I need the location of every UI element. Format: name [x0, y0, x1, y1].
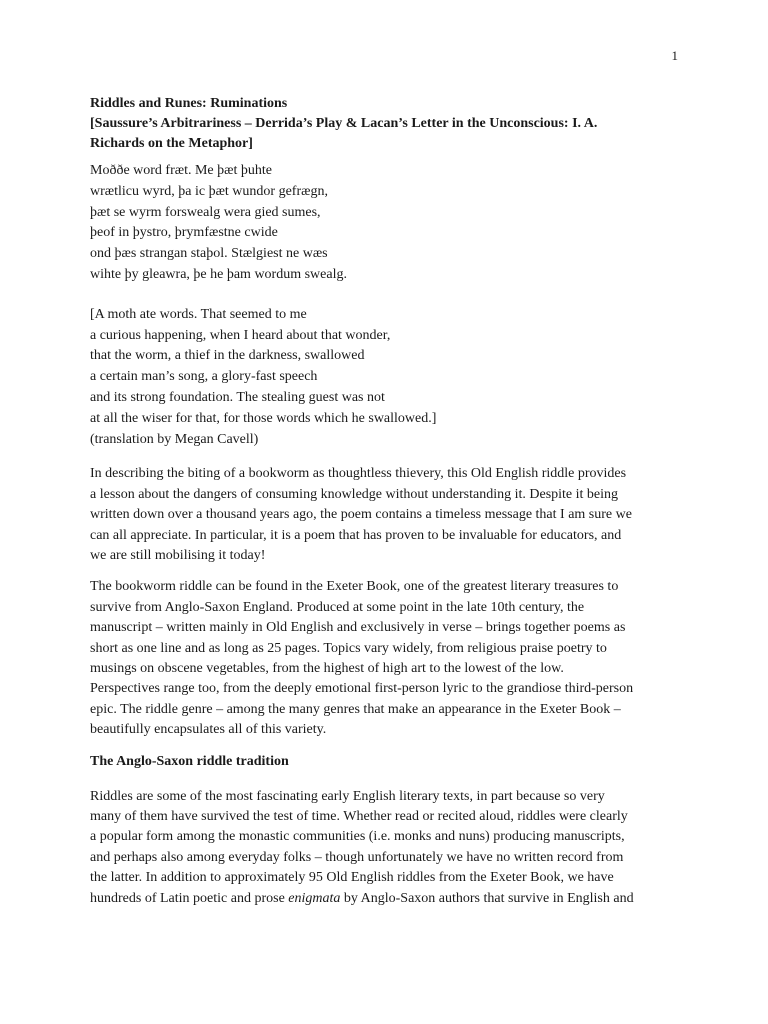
text-line: we are still mobilising it today!	[90, 547, 266, 563]
title-line: Riddles and Runes: Ruminations	[90, 96, 288, 111]
text-line: written down over a thousand years ago, the poem contains a timeless message that I am sure we	[90, 507, 632, 523]
text-segment: by Anglo-Saxon authors that survive in English and	[340, 890, 634, 906]
text-line: and perhaps also among everyday folks – though unfortunately we have no written record from	[90, 849, 624, 865]
document-title	[90, 94, 680, 154]
text-line: can all appreciate. In particular, it is a poem that has proven to be invaluable for educators, and	[90, 527, 622, 543]
text-line: Riddles are some of the most fascinating early English literary texts, in part because so very	[90, 788, 605, 804]
text-line: survive from Anglo-Saxon England. Produced at some point in the late 10th century, the	[90, 599, 585, 615]
text-line: epic. The riddle genre – among the many genres that make an appearance in the Exeter Book –	[90, 701, 621, 717]
section-heading: The Anglo-Saxon riddle tradition	[90, 753, 289, 769]
text-line: Perspectives range too, from the deeply emotional first-person lyric to the grandiose third-person	[90, 681, 634, 697]
verse-line: [A moth ate words. That seemed to me	[90, 306, 307, 322]
verse-line: at all the wiser for that, for those words which he swallowed.]	[90, 410, 437, 426]
verse-line: and its strong foundation. The stealing guest was not	[90, 389, 385, 405]
title-line: [Saussure’s Arbitrariness – Derrida’s Play & Lacan’s Letter in the Unconscious: I. A.	[90, 116, 598, 131]
verse-line: a certain man’s song, a glory-fast speech	[90, 369, 318, 385]
text-line	[90, 889, 680, 909]
text-line: beautifully encapsulates all of this variety.	[90, 722, 327, 738]
verse-line: wrætlicu wyrd, þa ic þæt wundor gefrægn,	[90, 183, 328, 199]
text-line: many of them have survived the test of time. Whether read or recited aloud, riddles were clearly	[90, 809, 628, 825]
verse-line: wihte þy gleawra, þe he þam wordum swealg.	[90, 266, 347, 282]
verse-line: that the worm, a thief in the darkness, swallowed	[90, 348, 365, 364]
verse-line: a curious happening, when I heard about that wonder,	[90, 327, 391, 343]
text-line: short as one line and as long as 25 pages. Topics vary widely, from religious praise poetry to	[90, 640, 607, 656]
old-english-verse	[90, 161, 680, 286]
text-segment: hundreds of Latin poetic and prose	[90, 890, 289, 906]
text-line: The bookworm riddle can be found in the Exeter Book, one of the greatest literary treasures to	[90, 579, 619, 595]
translation-verse	[90, 305, 680, 451]
text-line: musings on obscene vegetables, from the highest of high art to the lowest of the low.	[90, 661, 564, 677]
text-line: the latter. In addition to approximately 95 Old English riddles from the Exeter Book, we have	[90, 870, 614, 886]
italic-term: enigmata	[288, 890, 341, 906]
verse-line: ond þæs strangan staþol. Stælgiest ne wæs	[90, 246, 328, 262]
verse-line: þæt se wyrm forswealg wera gied sumes,	[90, 204, 321, 220]
text-line: In describing the biting of a bookworm as thoughtless thievery, this Old English riddle provides	[90, 466, 627, 482]
paragraph-intro	[90, 464, 680, 566]
text-line: manuscript – written mainly in Old English and exclusively in verse – brings together poems as	[90, 620, 626, 636]
paragraph-exeter-book	[90, 577, 680, 740]
document-body	[90, 94, 680, 920]
verse-line: Moððe word fræt. Me þæt þuhte	[90, 163, 272, 178]
text-line: a popular form among the monastic communities (i.e. monks and nuns) producing manuscripts,	[90, 829, 625, 845]
text-line: a lesson about the dangers of consuming knowledge without understanding it. Despite it being	[90, 486, 619, 502]
translation-credit: (translation by Megan Cavell)	[90, 431, 259, 447]
verse-line: þeof in þystro, þrymfæstne cwide	[90, 225, 278, 241]
page-number: 1	[671, 48, 678, 63]
title-line: Richards on the Metaphor]	[90, 136, 253, 151]
paragraph-riddle-tradition	[90, 787, 680, 909]
